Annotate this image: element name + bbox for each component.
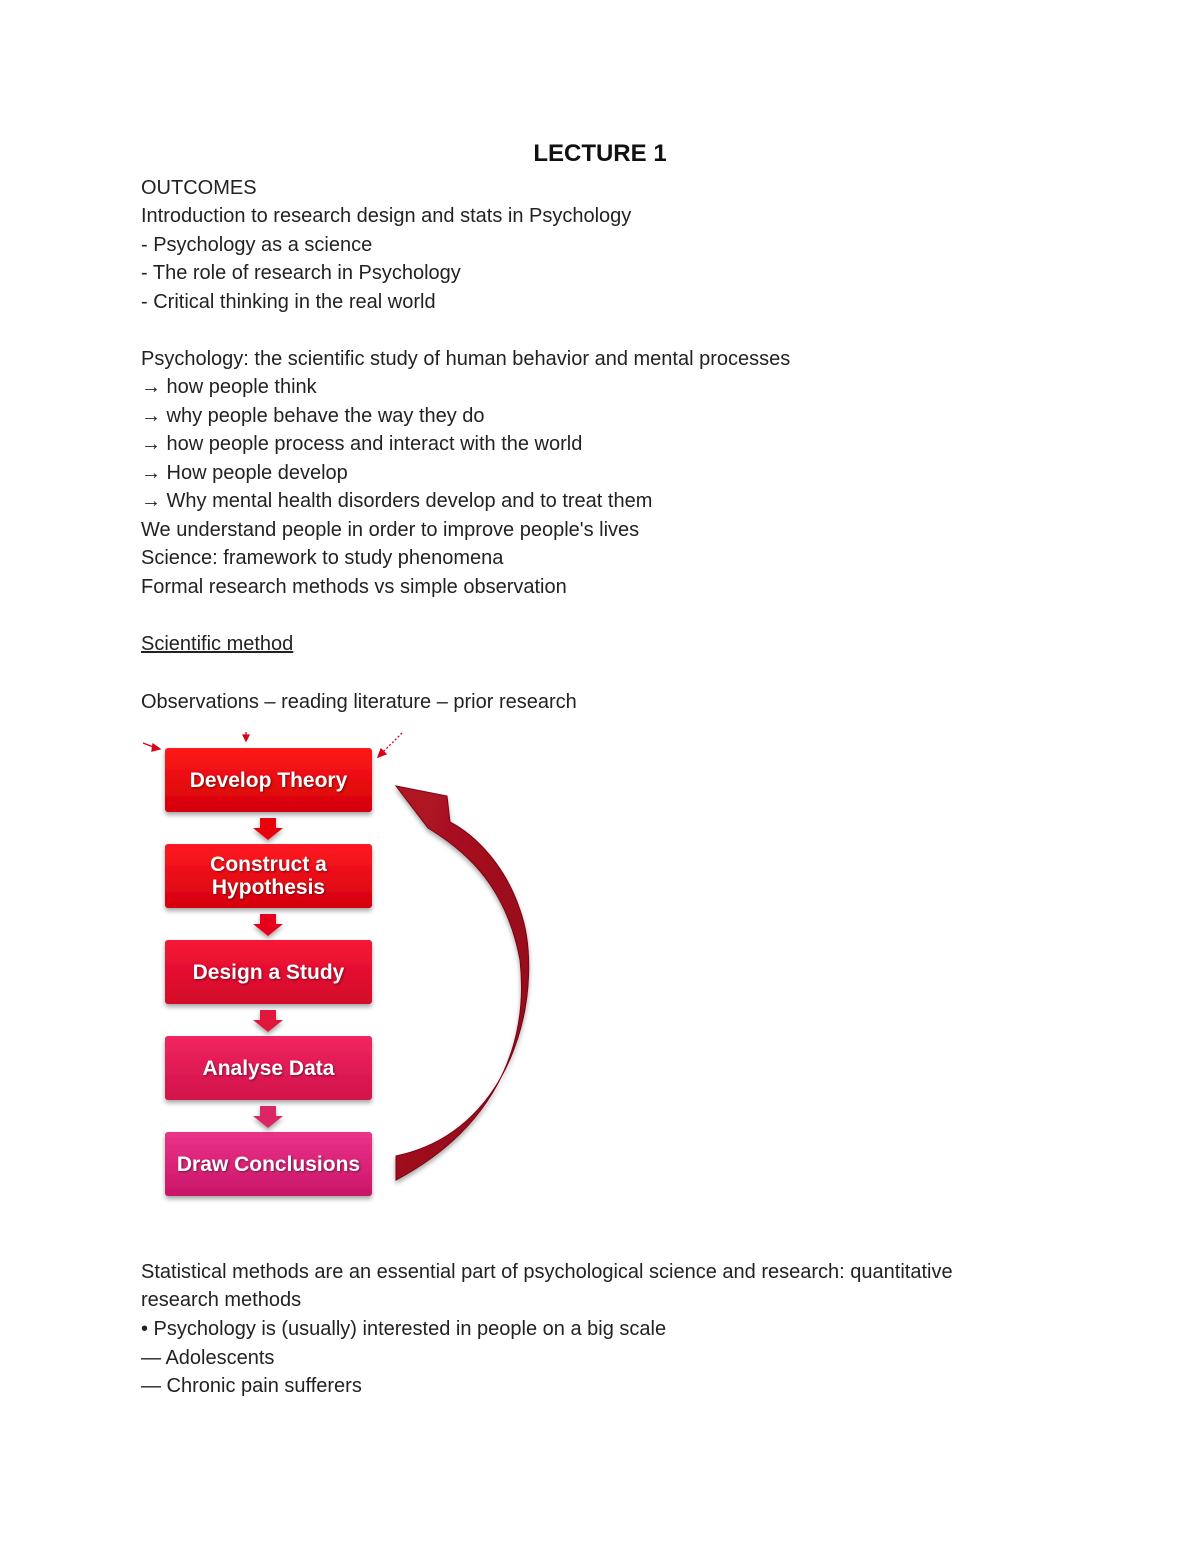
outcome-item: - The role of research in Psychology [141,262,461,284]
outcome-item: - Psychology as a science [141,234,373,256]
psychology-definition: Psychology: the scientific study of human behavior and mental processes [141,348,791,370]
down-arrow-icon [253,818,283,840]
down-arrow-icon [253,1106,283,1128]
outcome-item: - Critical thinking in the real world [141,291,436,313]
cycle-arrow-icon [396,786,529,1180]
page-title: LECTURE 1 [533,140,667,167]
step-label-analyse-data: Analyse Data [202,1056,335,1080]
psychology-point: → why people behave the way they do [141,405,485,427]
down-arrow-icon [253,1010,283,1032]
observations-line: Observations – reading literature – prior research [141,691,577,713]
psychology-note: We understand people in order to improve people's lives [141,519,640,541]
statistics-bullet: • Psychology is (usually) interested in people on a big scale [141,1318,667,1340]
step-label-draw-conclusions: Draw Conclusions [176,1152,361,1176]
psychology-note: Formal research methods vs simple observation [141,576,567,598]
step-label-develop-theory: Develop Theory [189,768,348,792]
step-label-construct-hypothesis: Construct a Hypothesis [210,853,327,899]
outcomes-heading: OUTCOMES [141,177,257,199]
statistics-line: Statistical methods are an essential part of psychological science and research: quantitative [141,1261,953,1283]
statistics-example: — Chronic pain sufferers [141,1375,362,1397]
down-arrow-icon [253,914,283,936]
statistics-example: — Adolescents [141,1347,275,1369]
psychology-point: → Why mental health disorders develop and to treat them [141,490,653,512]
psychology-point: → How people develop [141,462,348,484]
step-label-design-study: Design a Study [192,960,345,984]
psychology-point: → how people think [141,376,317,398]
statistics-line: research methods [141,1289,302,1311]
psychology-point: → how people process and interact with the world [141,433,583,455]
psychology-note: Science: framework to study phenomena [141,547,504,569]
outcomes-intro: Introduction to research design and stats in Psychology [141,205,632,227]
scientific-method-heading: Scientific method [141,633,294,655]
